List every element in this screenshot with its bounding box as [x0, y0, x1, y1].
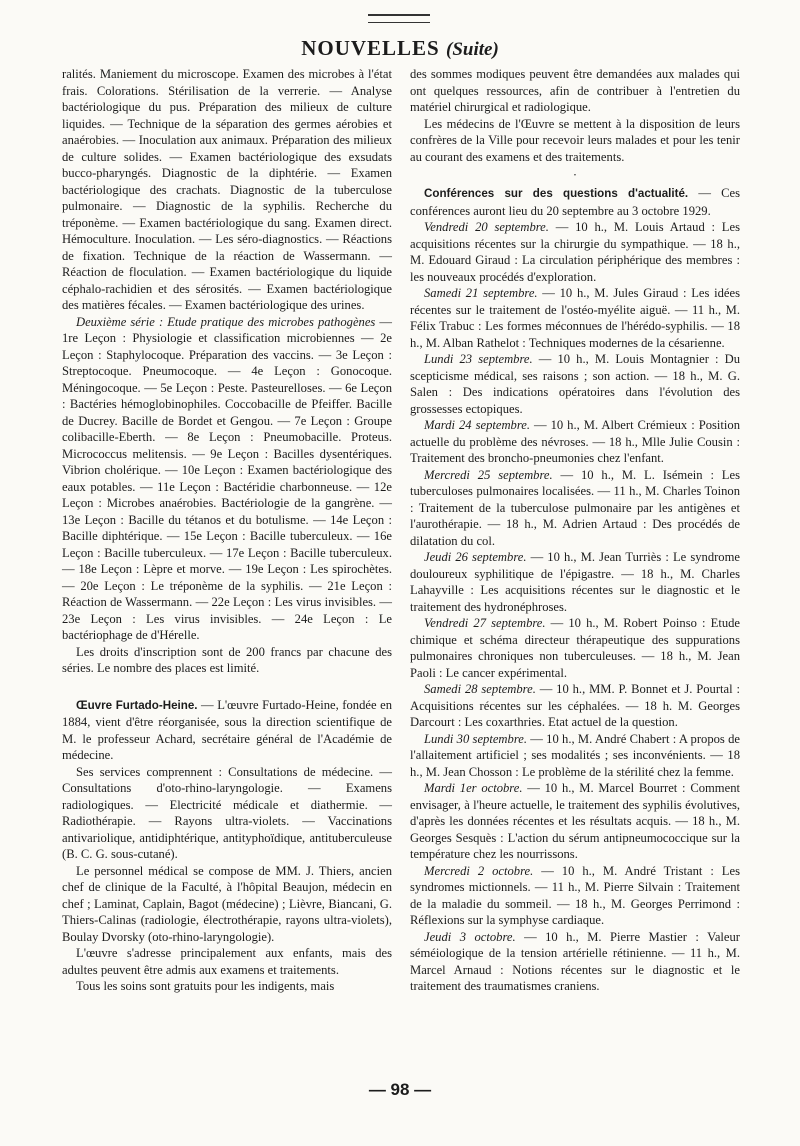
left-column — [62, 66, 392, 995]
oeuvre-paragraph — [62, 697, 392, 764]
conference-day-date: Samedi 21 septembre. — [424, 286, 538, 300]
conferences-heading: Conférences sur des questions d'actualité. — [424, 187, 689, 200]
conference-day-talks: — 10 h., MM. P. Bonnet et J. Pourtal : Acquisitions récentes sur les céphalées. — 18 h. M. Georges Darcourt : Les coxarthries. Etat actuel de la question. — [410, 682, 740, 729]
conference-day-date: Jeudi 3 octobre. — [424, 929, 516, 944]
conference-day — [410, 549, 740, 615]
conference-day-talks: — 10 h., M. Jean Turriès : Le syndrome douloureux syphilitique de l'épigastre. — 18 h., M. Charles Lahayville : Les acquisitions récentes sur le diagnostic et le traitement des hydronéphroses. — [410, 550, 740, 614]
oeuvre-fees: Tous les soins sont gratuits pour les indigents, mais — [76, 979, 335, 993]
header-ornament — [368, 14, 430, 23]
conference-day-talks: — 10 h., M. André Chabert : A propos de l'allaitement artificiel ; ses modalités ; ses inconvénients. — 18 h., M. Jean Chosson : Le problème de la stérilité chez la femme. — [410, 731, 740, 779]
conferences-dates: — Ces conférences auront lieu du 20 septembre au 3 octobre 1929. — [410, 186, 740, 218]
page-number: — 98 — — [368, 1080, 432, 1099]
oeuvre-patients: L'œuvre s'adresse principalement aux enfants, mais des adultes peuvent être admis aux examens et traitements. — [62, 946, 392, 977]
conference-day-date: Vendredi 20 septembre. — [424, 220, 549, 234]
conference-day-talks: — 10 h., M. Pierre Mastier : Valeur séméiologique de la tension artérielle rétinienne. — 11 h., M. Marcel Arnaud : Notions récentes sur le diagnostic et le traitement des traumatismes craniens. — [410, 929, 740, 993]
conference-day-talks: — 10 h., M. Louis Artaud : Les acquisitions récentes sur la chirurgie du sympathique. — 18 h., M. Edouard Giraud : La circulation périphérique des membres : les nouveaux procédés d'exploration. — [410, 220, 740, 284]
conference-day — [410, 285, 740, 351]
oeuvre-doctors: Les médecins de l'Œuvre se mettent à la disposition de leurs confrères de la Ville pour recevoir leurs malades et pour les tenir au courant des examens et des traitements. — [410, 116, 740, 164]
conference-day — [410, 863, 740, 929]
second-series-lessons: — 1re Leçon : Physiologie et classification microbiennes — 2e Leçon : Staphylocoque. Préparation des vaccins. — 3e Leçon : Streptocoque. Pneumocoque. — 4e Leçon : Gonocoque. Méningocoque. — 5e Leçon : Peste. Pasteurelloses. — 6e Leçon : Bactéries hémoglobinophiles. Coccobacille de Pfeiffer. Bacille de Ducrey. Bacille de Bordet et Gengou. — 7e Leçon : Groupe colibacille-Eberth. — 8e Leçon : Pneumobacille. Proteus. Micrococcus melitensis. — 9e Leçon : Bacilles dysentériques. Vibrion cholérique. — 10e Leçon : Examen bactériologique des eaux potables. — 11e Leçon : Bactéridie charbonneuse. — 12e Leçon : Microbes anaérobies. Bactériologie de la gangrène. — 13e Leçon : Bacille du tétanos et du botulisme. — 14e Leçon : Bacille diphtérique. — 15e Leçon : Bacille tuberculeux. — 16e Leçon : Bacille tuberculeux. — 17e Leçon : Bacille tuberculeux. — 18e Leçon : Lèpre et morve. — 19e Leçon : Les spirochètes. — 20e Leçon : Le tréponème de la syphilis. — 21e Leçon : Réaction de Wassermann. — 22e Leçon : Les virus invisibles. — 23e Leçon : Les virus invisibles. — 24e Leçon : Le bactériophage de d'Hérelle. — [62, 314, 392, 642]
conference-day — [410, 731, 740, 781]
conference-day — [410, 780, 740, 863]
conference-day-talks: — 10 h., M. Marcel Bourret : Comment envisager, à l'heure actuelle, le traitement des syphilis évolutives, d'après les données récentes et les résultats acquis. — 18 h., M. Georges Sesquès : L'action du sérum antipneumococcique sur la température chez les nourrissons. — [410, 781, 740, 861]
conference-day-date: Mardi 24 septembre. — [424, 418, 531, 432]
section-suite: (Suite) — [446, 39, 499, 60]
conference-day-talks: — 10 h., M. Albert Crémieux : Position actuelle du problème des névroses. — 18 h., Mlle Julie Cousin : Traitement des broncho-pneumonies chez l'enfant. — [410, 418, 740, 465]
oeuvre-fees-continued: des sommes modiques peuvent être demandées aux malades qui ont quelques ressources, afin de contribuer à l'entretien du matériel chirurgical et radiologique. — [410, 67, 740, 114]
conference-day-date: Mercredi 25 septembre. — [424, 467, 553, 482]
conference-day-date: Mardi 1er octobre. — [424, 781, 523, 795]
conference-day-talks: — 10 h., M. André Tristant : Les syndromes mictionnels. — 11 h., M. Pierre Silvain : Traitement de la maladie du sommeil. — 18 h., M. Georges Perrimond : Réflexions sur la symphyse cardiaque. — [410, 863, 740, 927]
conference-day — [410, 219, 740, 285]
second-series-paragraph — [62, 314, 392, 644]
conference-day-date: Lundi 23 septembre. — [424, 352, 533, 366]
conference-day-date: Samedi 28 septembre. — [424, 682, 536, 696]
conference-day — [410, 929, 740, 995]
section-separator: · — [572, 168, 578, 182]
conference-day — [410, 467, 740, 550]
conference-day-talks: — 10 h., M. Robert Poinso : Etude chimique et schéma directeur thérapeutique des suppurations pulmonaires chroniques non tuberculeuses. — 18 h., M. Jean Paoli : Le cancer expérimental. — [410, 616, 740, 680]
oeuvre-services: Ses services comprennent : Consultations de médecine. — Consultations d'oto-rhino-laryngologie. — Examens radiologiques. — Electricité médicale et diathermie. — Radiothérapie. — Rayons ultra-violets. — Vaccinations antivariolique, antidiphtérique, antityphoïdique, antituberculeuse (B. C. G. sous-cutané). — [62, 764, 392, 861]
oeuvre-intro: — L'œuvre Furtado-Heine, fondée en 1884, vient d'être réorganisée, sous la direction scientifique de M. le professeur Achard, secrétaire général de l'Académie de médecine. — [62, 697, 393, 762]
conference-day-talks: — 10 h., M. Louis Montagnier : Du scepticisme médical, ses raisons ; son action. — 18 h., M. G. Salen : Des indications opératoires dans l'évolution des grossesses ectopiques. — [410, 352, 740, 416]
conference-day — [410, 417, 740, 467]
conference-day — [410, 351, 740, 417]
conference-schedule — [410, 219, 740, 995]
conference-day-date: Mercredi 2 octobre. — [424, 863, 534, 878]
course-programme-continued: ralités. Maniement du microscope. Examen des microbes à l'état frais. Colorations. Stérilisation de la verrerie. — Analyse bactériologique du pus. Préparation des milieux de culture liquides. — Technique de la séparation des germes aérobies et anaérobies. — Inoculation aux animaux. Préparation des milieux de culture solides. — Examen bactériologique des exsudats bucco-pharyngés. Diagnostic de la diphtérie. — Examen bactériologique des crachats. Diagnostic de la tuberculose pulmonaire. — Diagnostic de la syphilis. Recherche du tréponème. — Examen bactériologique du sang. Examen direct. Hémoculture. Inoculation. — Les séro-diagnostics. — Réactions de fixation. Technique de la réaction de Wassermann. — Réaction de floculation. — Examen bactériologique du liquide céphalo-rachidien et des sérosités. — Examen bactériologique des matières fécales. — Examen bactériologique des urines. — [62, 67, 392, 312]
conference-day-talks: — 10 h., M. Jules Giraud : Les idées récentes sur le traitement de l'ostéo-myélite aiguë. — 11 h., M. Félix Trabuc : Les formes méconnues de l'hérédo-syphilis. — 18 h., M. Alban Rathelot : Techniques modernes de la césarienne. — [410, 286, 741, 350]
conference-day — [410, 615, 740, 681]
registration-fees: Les droits d'inscription sont de 200 francs par chacune des séries. Le nombre des places est limité. — [62, 644, 392, 675]
conference-day — [410, 681, 740, 731]
conference-day-date: Lundi 30 septembre. — [424, 731, 527, 746]
right-column — [410, 66, 740, 995]
conferences-intro — [410, 185, 740, 219]
running-head — [0, 36, 800, 61]
conference-day-talks: — 10 h., M. L. Isémein : Les tuberculoses pulmonaires localisées. — 11 h., M. Charles Toinon : Traitement de la tuberculose pulmonaire par les antigènes et l'aurothérapie. — 18 h., M. Adrien Artaud : Des procédés de dilatation du col. — [410, 467, 740, 548]
section-title: NOUVELLES — [301, 36, 440, 60]
oeuvre-staff: Le personnel médical se compose de MM. J. Thiers, ancien chef de clinique de la Faculté, à l'hôpital Beaujon, médecin en chef ; Laminat, Caplain, Bagot (médecine) ; Lièvre, Biancani, G. Thiers-Calinas (radiologie, électrothérapie, rayons ultra-violets), Boulay Dvorsky (oto-rhino-laryngologie). — [62, 863, 392, 944]
conference-day-date: Vendredi 27 septembre. — [424, 616, 546, 630]
oeuvre-heading: Œuvre Furtado-Heine. — [76, 698, 198, 712]
second-series-title: Deuxième série : Etude pratique des microbes pathogènes — [76, 314, 376, 329]
conference-day-date: Jeudi 26 septembre. — [424, 550, 527, 564]
